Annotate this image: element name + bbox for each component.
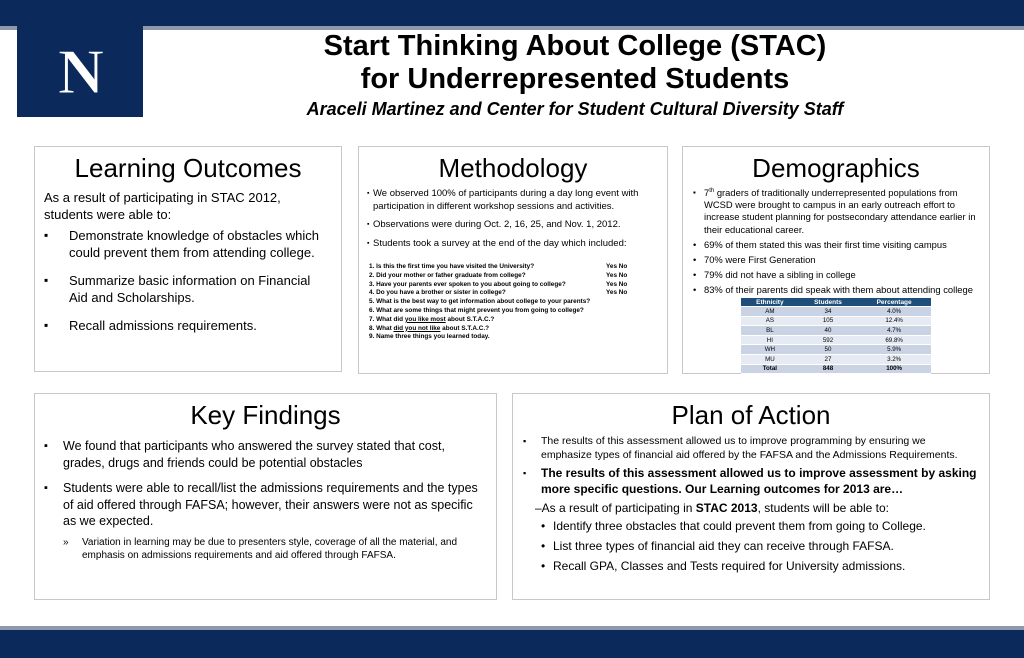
list-item: ▪ The results of this assessment allowed us to improve programming by ensuring we emphasize types of financial aid offered by the FAFSA and the Admissions Requirements. <box>523 434 979 462</box>
survey-question: 8. What did you not like about S.T.A.C.? <box>369 324 490 332</box>
demographics-title: Demographics <box>752 153 920 183</box>
table-row: AS 105 12.4% <box>741 316 931 326</box>
list-item: ▪ Summarize basic information on Financial Aid and Scholarships. <box>44 272 331 306</box>
poster-authors: Araceli Martinez and Center for Student Cultural Diversity Staff <box>306 99 844 119</box>
yes-no-options: Yes No <box>606 263 628 270</box>
learning-outcomes-list <box>35 227 341 334</box>
university-logo <box>17 26 143 117</box>
top-banner-bar <box>0 0 1024 26</box>
list-item: ▪ We found that participants who answered the survey stated that cost, grades, drugs and friends could be potential obstacles <box>44 438 484 471</box>
poster-title-line2: for Underrepresented Students <box>360 63 790 95</box>
sub-list-item: » Variation in learning may be due to presenters style, coverage of all the material, and emphasis on admissions requirements and aid offered through FAFSA. <box>63 536 484 562</box>
logo-letter: N <box>57 35 103 107</box>
list-item: ▪ Students took a survey at the end of the day which included: <box>367 238 659 251</box>
list-item: ▪ The results of this assessment allowed us to improve assessment by asking more specific questions. Our Learning outcomes for 2013 are… <box>523 465 979 497</box>
learning-outcomes-intro: As a result of participating in STAC 2012, students were able to: <box>44 190 281 222</box>
list-item: • Recall GPA, Classes and Tests required for University admissions. <box>539 558 979 574</box>
yes-no-options: Yes No <box>606 280 628 288</box>
poster-title-line1: Start Thinking About College (STAC) <box>323 30 827 62</box>
plan-of-action-list <box>523 434 979 497</box>
list-item: • 69% of them stated this was their first time visiting campus <box>691 239 979 251</box>
demographics-list <box>691 187 979 297</box>
methodology-panel <box>358 146 668 374</box>
yes-no-options: Yes No <box>606 289 628 297</box>
list-item: • 70% were First Generation <box>691 254 979 266</box>
poster-header <box>150 30 1000 121</box>
list-item: ▪ We observed 100% of participants during a day long event with participation in different workshop sessions and activities. <box>367 188 659 213</box>
list-item: • 83% of their parents did speak with them about attending college <box>691 284 979 296</box>
plan-of-action-title: Plan of Action <box>671 400 831 430</box>
table-header: Ethnicity <box>741 298 799 307</box>
bottom-banner-bar <box>0 630 1024 658</box>
learning-outcomes-title: Learning Outcomes <box>74 153 302 183</box>
list-item: ▪ Observations were during Oct. 2, 16, 25, and Nov. 1, 2012. <box>367 219 659 232</box>
table-row: HI 592 69.8% <box>741 335 931 345</box>
table-row: AM 34 4.0% <box>741 307 931 317</box>
list-item: • 79% did not have a sibling in college <box>691 269 979 281</box>
demographics-panel <box>682 146 990 374</box>
table-header-row <box>741 298 931 307</box>
survey-question: 5. What is the best way to get information about college to your parents? <box>369 298 591 306</box>
yes-no-options: Yes No <box>606 271 628 279</box>
survey-questions <box>369 263 659 342</box>
list-item: • Identify three obstacles that could prevent them from going to College. <box>539 518 979 534</box>
table-row: MU 27 3.2% <box>741 354 931 364</box>
methodology-list <box>367 188 659 250</box>
methodology-title: Methodology <box>438 153 588 183</box>
table-total-row: Total 848 100% <box>741 364 931 374</box>
table-header: Students <box>799 298 858 307</box>
survey-question: 9. Name three things you learned today. <box>369 333 490 341</box>
ethnicity-table <box>741 298 931 374</box>
survey-question: 2. Did your mother or father graduate from college? Yes No <box>369 271 628 279</box>
plan-of-action-panel <box>512 393 990 600</box>
key-findings-list <box>44 438 484 562</box>
survey-question: 4. Do you have a brother or sister in college? Yes No <box>369 289 628 297</box>
list-item: ▪ Recall admissions requirements. <box>44 317 331 334</box>
list-item: ▪ 7th graders of traditionally underrepresented populations from WCSD were brought to campus in an early outreach effort to increase student planning for postsecondary attendance earlier in their educational career. <box>691 187 979 236</box>
table-row: BL 40 4.7% <box>741 326 931 336</box>
learning-outcomes-panel <box>34 146 342 372</box>
list-item: ▪ Students were able to recall/list the admissions requirements and the types of aid offered through FAFSA; however, their answers were not as specific as we expected. » Variation in learning may be due to presenters style, coverage of all the material, and emphasis on admissions requirements and aid offered through FAFSA. <box>44 480 484 562</box>
survey-question: 3. Have your parents ever spoken to you about going to college? Yes No <box>369 280 628 288</box>
survey-question: 7. What did you like most about S.T.A.C.? <box>369 315 495 323</box>
table-row: WH 50 5.9% <box>741 345 931 355</box>
survey-question: 1. Is this the first time you have visited the University? Yes No <box>369 263 628 270</box>
survey-question: 6. What are some things that might prevent you from going to college? <box>369 306 584 314</box>
plan-of-action-lead: –As a result of participating in STAC 2013, students will be able to: <box>535 501 889 515</box>
key-findings-title: Key Findings <box>190 400 341 430</box>
list-item: • List three types of financial aid they can receive through FAFSA. <box>539 538 979 554</box>
plan-of-action-outcomes <box>539 518 979 574</box>
list-item: ▪ Demonstrate knowledge of obstacles which could prevent them from attending college. <box>44 227 331 261</box>
table-header: Percentage <box>857 298 931 307</box>
key-findings-panel <box>34 393 497 600</box>
